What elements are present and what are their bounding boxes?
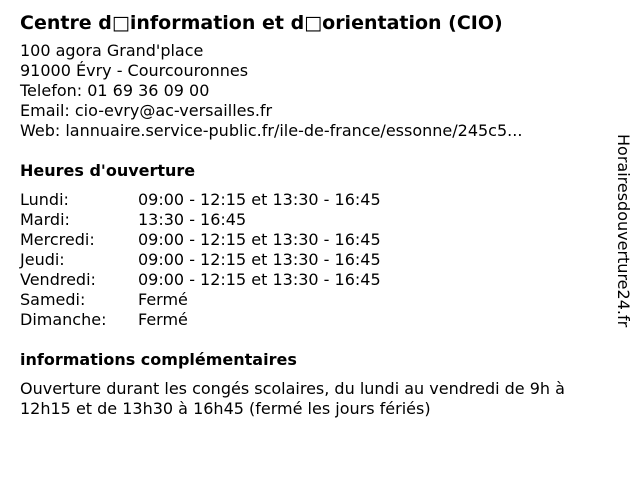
table-row [20, 270, 381, 290]
address-city: 91000 Évry - Courcouronnes [20, 61, 249, 80]
day-label: Mardi: [20, 210, 70, 229]
hours-heading: Heures d'ouverture [20, 161, 196, 180]
time-value: 09:00 - 12:15 et 13:30 - 16:45 [138, 190, 381, 209]
table-row [20, 250, 381, 270]
hours-table [20, 190, 381, 330]
table-row [20, 230, 381, 250]
address-street: 100 agora Grand'place [20, 41, 204, 60]
email-line: Email: cio-evry@ac-versailles.fr [20, 101, 273, 120]
table-row [20, 190, 381, 210]
table-row [20, 310, 381, 330]
web-line: Web: lannuaire.service-public.fr/ile-de-france/essonne/245c5... [20, 121, 523, 140]
time-value: 09:00 - 12:15 et 13:30 - 16:45 [138, 270, 381, 289]
phone-line: Telefon: 01 69 36 09 00 [20, 81, 210, 100]
time-value: Fermé [138, 290, 188, 309]
table-row [20, 290, 381, 310]
day-label: Lundi: [20, 190, 69, 209]
extra-info-text: Ouverture durant les congés scolaires, du lundi au vendredi de 9h à 12h15 et de 13h30 à 16h45 (fermé les jours fériés) [20, 379, 565, 418]
info-card [20, 10, 612, 419]
day-label: Dimanche: [20, 310, 107, 329]
day-label: Samedi: [20, 290, 86, 309]
page-title: Centre d□information et d□orientation (CIO) [20, 12, 503, 34]
day-label: Mercredi: [20, 230, 95, 249]
address-block [20, 41, 612, 141]
time-value: Fermé [138, 310, 188, 329]
day-label: Vendredi: [20, 270, 96, 289]
brand-watermark: Horairesdouverture24.fr [614, 134, 633, 328]
time-value: 09:00 - 12:15 et 13:30 - 16:45 [138, 230, 381, 249]
day-label: Jeudi: [20, 250, 65, 269]
extra-info-heading: informations complémentaires [20, 350, 297, 369]
time-value: 13:30 - 16:45 [138, 210, 247, 229]
table-row [20, 210, 381, 230]
time-value: 09:00 - 12:15 et 13:30 - 16:45 [138, 250, 381, 269]
